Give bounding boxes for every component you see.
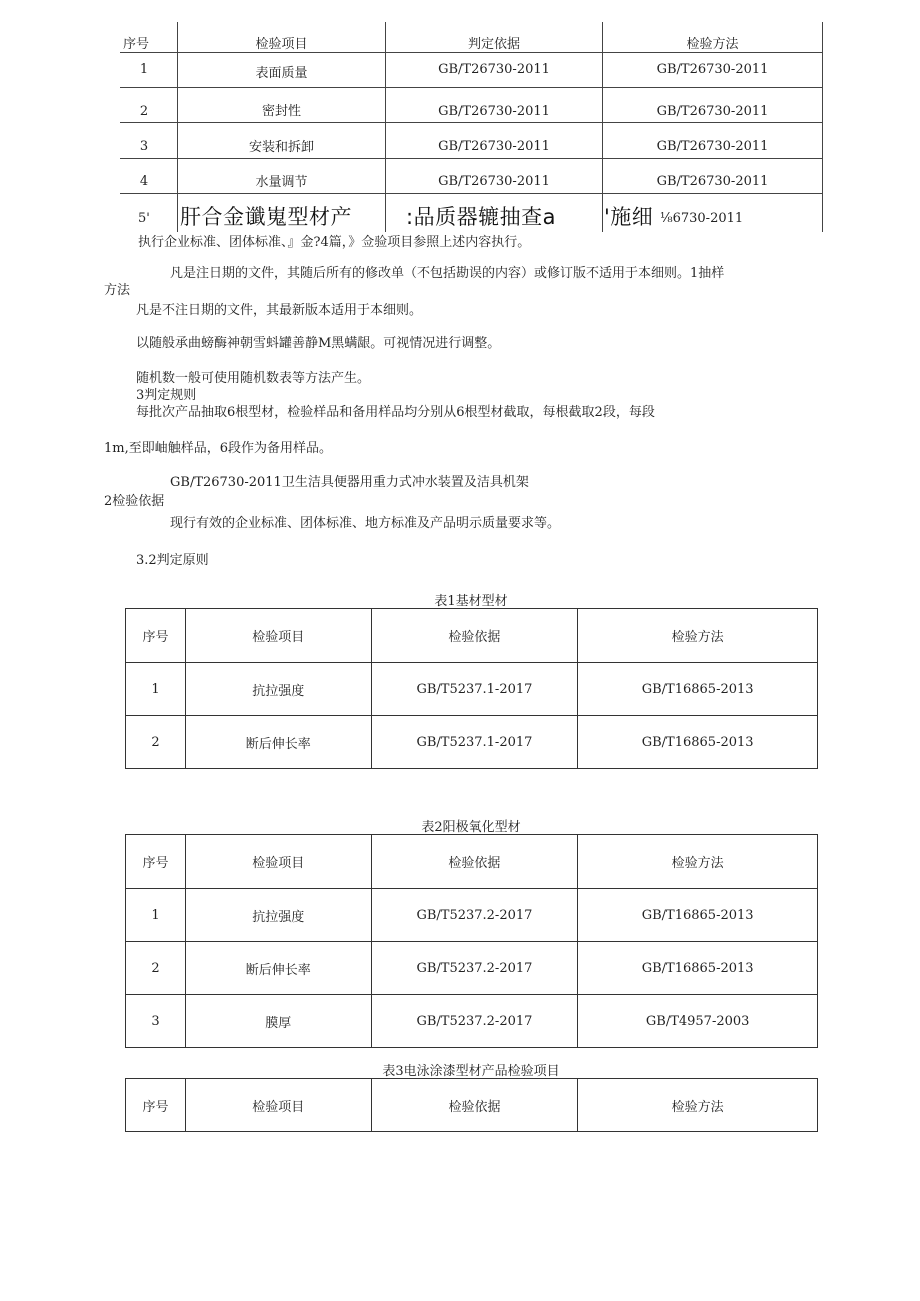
table-cell: 膜厚 [185,995,371,1048]
table-row [126,716,818,769]
top-table-header: 检验项目 [255,37,308,52]
top-table-rule [120,52,823,53]
table-cell: 安装和拆卸 [248,140,314,155]
table-cell: 2 [126,716,186,769]
table-header: 检验方法 [578,609,818,663]
paragraph: GB/T26730-2011卫生洁具便器用重力式冲水装置及洁具机架 [170,475,529,490]
table-header: 检验项目 [185,835,371,889]
table-header: 检验项目 [185,1079,371,1132]
paragraph: 以随般承曲螃酶神朝雪蚪罐善静M黑螨龈。可视情况进行调整。 [136,336,501,351]
top-table-rule [120,193,823,194]
table-cell: GB/T4957-2003 [578,995,818,1048]
paragraph: 每批次产品抽取6根型材，检验样品和备用样品均分别从6根型材截取，每根截取2段，每段 [136,405,655,420]
table-cell: 断后伸长率 [185,716,371,769]
table-cell: '施细 [604,205,654,229]
table-cell: GB/T5237.1-2017 [371,663,578,716]
paragraph: 凡是注日期的文件，其随后所有的修改单（不包括勘误的内容）或修订版不适用于本细则。1抽样 [170,266,725,281]
table-caption: 表3电泳涂漆型材产品检验项目 [382,1064,560,1079]
paragraph: 1m,至即岫触样品，6段作为备用样品。 [104,441,333,456]
table-cell: GB/T26730-2011 [656,104,769,119]
table-cell: 水量调节 [255,175,308,190]
table-cell: 2 [139,104,149,119]
table-cell: 1 [126,663,186,716]
table-header: 序号 [126,1079,186,1132]
top-table-divider [385,22,386,232]
table-cell: ⅛6730-2011 [660,211,744,226]
table-cell: GB/T5237.2-2017 [371,889,578,942]
table-row [126,942,818,995]
table-cell: GB/T26730-2011 [438,174,550,189]
table-header: 检验方法 [578,1079,818,1132]
paragraph: 凡是不注日期的文件，其最新版本适用于本细则。 [136,303,423,318]
top-table-header: 检验方法 [686,37,739,52]
table-cell: GB/T16865-2013 [578,942,818,995]
table-header: 检验项目 [185,609,371,663]
paragraph: 方法 [104,283,131,298]
table-row [126,995,818,1048]
table-header: 检验依据 [371,1079,578,1132]
table-header: 序号 [126,835,186,889]
paragraph: 现行有效的企业标准、团体标准、地方标准及产品明示质量要求等。 [170,516,561,531]
section-heading: 2检验依据 [104,494,165,509]
top-table-rule [120,122,823,123]
table-cell: GB/T26730-2011 [438,62,550,77]
table-cell: 1 [139,62,149,77]
top-table-divider [822,22,823,232]
table-cell: GB/T5237.2-2017 [371,995,578,1048]
table-caption: 表2阳极氧化型材 [421,820,521,835]
section-heading: 3判定规则 [136,388,197,403]
table-3 [125,1078,818,1132]
table-1 [125,608,818,769]
table-caption: 表1基材型材 [434,594,508,609]
top-table-divider [177,22,178,232]
table-cell: GB/T26730-2011 [656,174,769,189]
top-table-rule [120,87,823,88]
table-header: 序号 [126,609,186,663]
table-cell: GB/T5237.1-2017 [371,716,578,769]
table-2 [125,834,818,1048]
table-cell: :品质器辘抽查a [406,205,556,229]
table-cell: 2 [126,942,186,995]
table-cell: 4 [139,174,149,189]
table-cell: 密封性 [261,104,301,119]
top-table-divider [602,22,603,232]
table-header: 检验方法 [578,835,818,889]
table-cell: 肝合金谶嵬型材产 [180,205,352,229]
table-header: 检验依据 [371,609,578,663]
table-row [126,889,818,942]
table-cell: 1 [126,889,186,942]
paragraph: 随机数一般可使用随机数表等方法产生。 [136,371,371,386]
table-header: 检验依据 [371,835,578,889]
table-row [126,663,818,716]
table-cell: GB/T26730-2011 [656,62,769,77]
table-cell: GB/T26730-2011 [438,104,550,119]
table-cell: GB/T16865-2013 [578,663,818,716]
table-cell: 断后伸长率 [185,942,371,995]
table-cell: GB/T16865-2013 [578,889,818,942]
top-table-header: 判定依据 [467,37,520,52]
table-cell: 抗拉强度 [185,889,371,942]
table-cell: 表面质量 [255,66,308,81]
table-cell: GB/T26730-2011 [438,139,550,154]
table-cell: GB/T26730-2011 [656,139,769,154]
table-cell: 3 [126,995,186,1048]
table-cell: GB/T16865-2013 [578,716,818,769]
table-cell: GB/T5237.2-2017 [371,942,578,995]
top-table-header: 序号 [122,37,149,52]
table-cell: 抗拉强度 [185,663,371,716]
section-heading: 3.2判定原则 [136,553,209,568]
table-cell: 3 [139,139,149,154]
table-cell: 5' [138,211,150,226]
paragraph: 执行企业标准、团体标准、』金?4篇，》佥验项目参照上述内容执行。 [138,235,531,250]
top-table-rule [120,158,823,159]
